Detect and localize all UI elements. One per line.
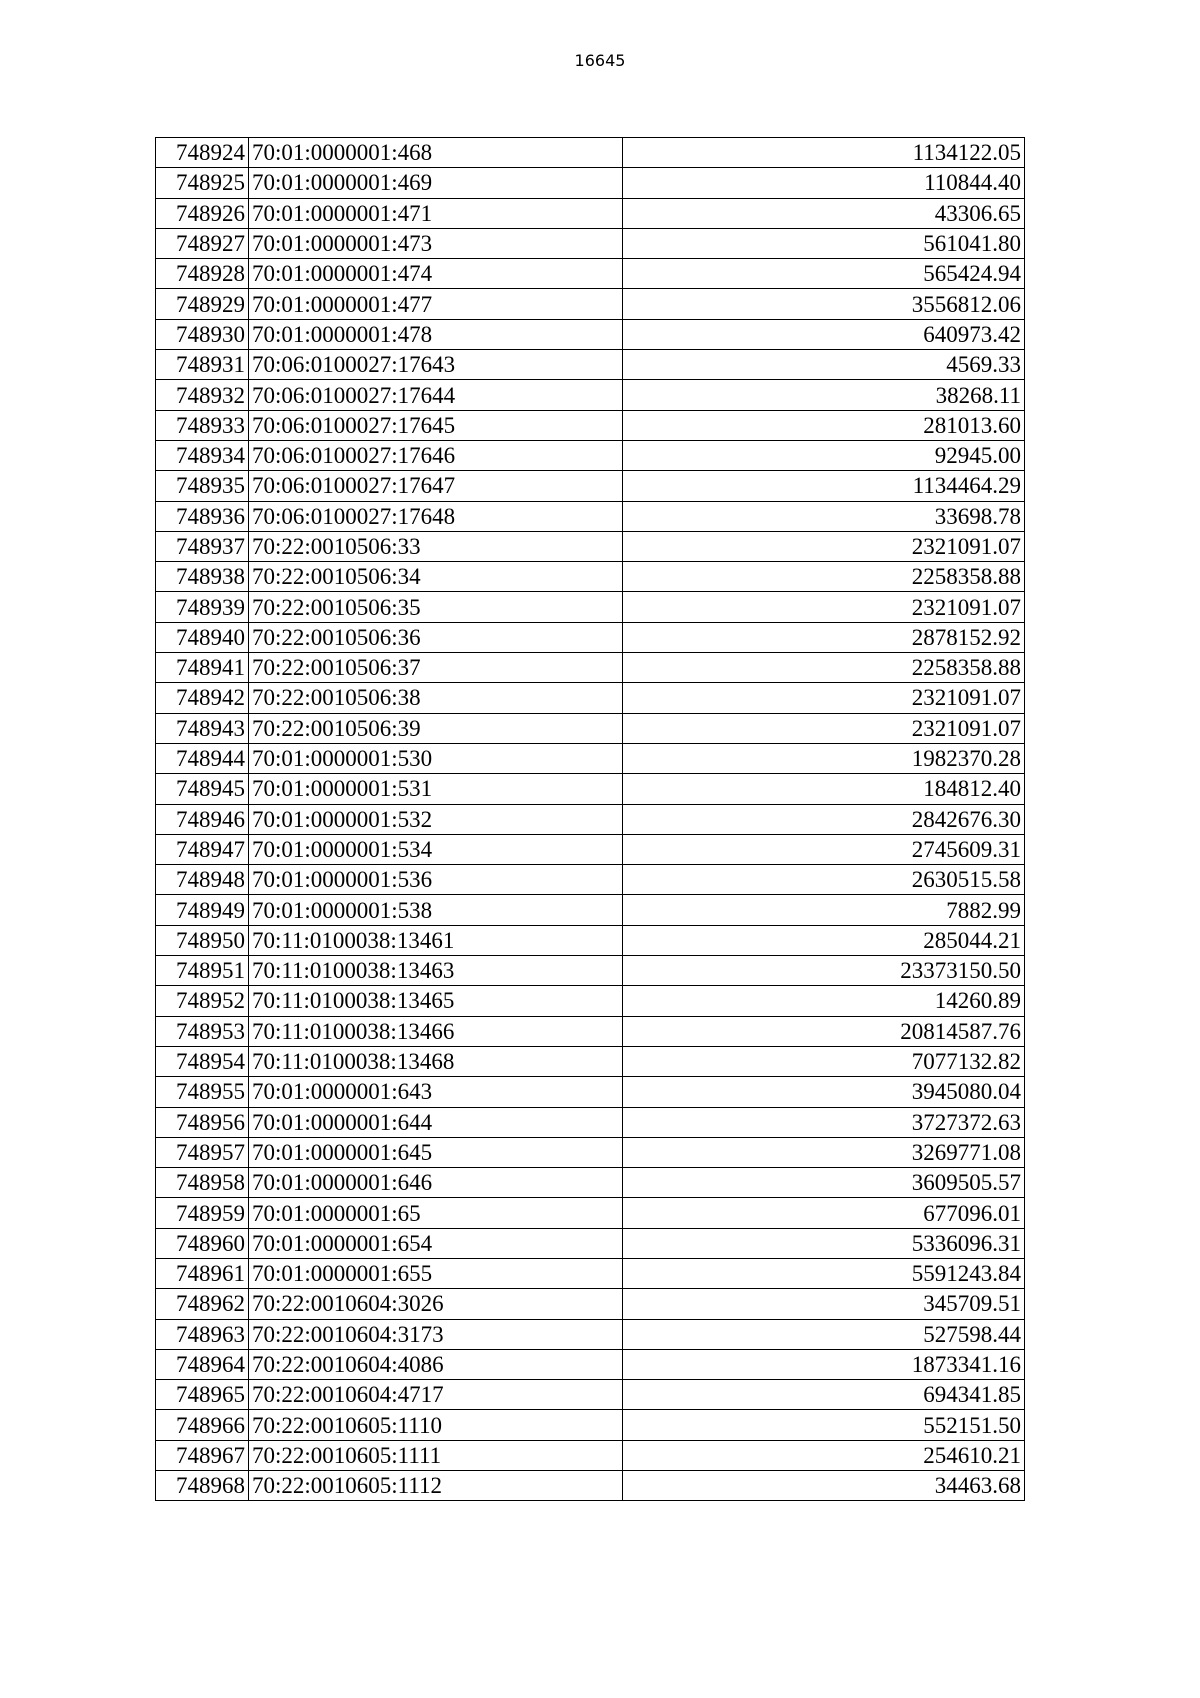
cadastral-number-cell: 70:22:0010506:35	[249, 592, 623, 622]
row-number-cell: 748959	[156, 1198, 249, 1228]
table-row	[156, 1440, 1025, 1470]
cadastral-number-cell: 70:22:0010605:1112	[249, 1471, 623, 1501]
cadastral-number-cell: 70:01:0000001:534	[249, 834, 623, 864]
cadastral-value-cell: 2745609.31	[623, 834, 1025, 864]
table-row	[156, 1410, 1025, 1440]
cadastral-number-cell: 70:22:0010605:1110	[249, 1410, 623, 1440]
row-number-cell: 748965	[156, 1380, 249, 1410]
cadastral-value-cell: 565424.94	[623, 259, 1025, 289]
cadastral-value-cell: 1873341.16	[623, 1349, 1025, 1379]
cadastral-number-cell: 70:01:0000001:536	[249, 865, 623, 895]
row-number-cell: 748936	[156, 501, 249, 531]
row-number-cell: 748937	[156, 531, 249, 561]
cadastral-number-cell: 70:01:0000001:469	[249, 168, 623, 198]
cadastral-value-cell: 2321091.07	[623, 683, 1025, 713]
row-number-cell: 748956	[156, 1107, 249, 1137]
cadastral-number-cell: 70:01:0000001:654	[249, 1228, 623, 1258]
row-number-cell: 748940	[156, 622, 249, 652]
row-number-cell: 748934	[156, 440, 249, 470]
row-number-cell: 748951	[156, 956, 249, 986]
table-row	[156, 804, 1025, 834]
cadastral-number-cell: 70:06:0100027:17646	[249, 440, 623, 470]
row-number-cell: 748939	[156, 592, 249, 622]
row-number-cell: 748949	[156, 895, 249, 925]
table-row	[156, 168, 1025, 198]
cadastral-number-cell: 70:22:0010506:36	[249, 622, 623, 652]
row-number-cell: 748966	[156, 1410, 249, 1440]
table-row	[156, 774, 1025, 804]
cadastral-number-cell: 70:22:0010605:1111	[249, 1440, 623, 1470]
cadastral-value-cell: 92945.00	[623, 440, 1025, 470]
cadastral-number-cell: 70:22:0010506:38	[249, 683, 623, 713]
row-number-cell: 748954	[156, 1046, 249, 1076]
row-number-cell: 748931	[156, 350, 249, 380]
cadastral-value-cell: 2258358.88	[623, 653, 1025, 683]
cadastral-value-cell: 254610.21	[623, 1440, 1025, 1470]
row-number-cell: 748930	[156, 319, 249, 349]
row-number-cell: 748944	[156, 743, 249, 773]
table-body	[156, 138, 1025, 1501]
cadastral-value-cell: 3727372.63	[623, 1107, 1025, 1137]
cadastral-value-cell: 38268.11	[623, 380, 1025, 410]
cadastral-value-cell: 33698.78	[623, 501, 1025, 531]
cadastral-value-cell: 3609505.57	[623, 1168, 1025, 1198]
table-row	[156, 622, 1025, 652]
row-number-cell: 748950	[156, 925, 249, 955]
table-row	[156, 1228, 1025, 1258]
row-number-cell: 748932	[156, 380, 249, 410]
table-row	[156, 380, 1025, 410]
page-number: 16645	[574, 51, 626, 70]
table-row	[156, 440, 1025, 470]
row-number-cell: 748924	[156, 138, 249, 168]
cadastral-number-cell: 70:11:0100038:13463	[249, 956, 623, 986]
row-number-cell: 748926	[156, 198, 249, 228]
cadastral-number-cell: 70:01:0000001:655	[249, 1258, 623, 1288]
row-number-cell: 748964	[156, 1349, 249, 1379]
cadastral-value-cell: 23373150.50	[623, 956, 1025, 986]
cadastral-value-cell: 3269771.08	[623, 1137, 1025, 1167]
table-row	[156, 562, 1025, 592]
row-number-cell: 748961	[156, 1258, 249, 1288]
row-number-cell: 748945	[156, 774, 249, 804]
table-row	[156, 410, 1025, 440]
row-number-cell: 748928	[156, 259, 249, 289]
cadastral-value-cell: 7077132.82	[623, 1046, 1025, 1076]
table-row	[156, 501, 1025, 531]
cadastral-number-cell: 70:01:0000001:532	[249, 804, 623, 834]
cadastral-value-cell: 2321091.07	[623, 592, 1025, 622]
cadastral-number-cell: 70:11:0100038:13466	[249, 1016, 623, 1046]
row-number-cell: 748942	[156, 683, 249, 713]
cadastral-number-cell: 70:22:0010604:3173	[249, 1319, 623, 1349]
row-number-cell: 748935	[156, 471, 249, 501]
table-row	[156, 471, 1025, 501]
row-number-cell: 748947	[156, 834, 249, 864]
cadastral-value-cell: 43306.65	[623, 198, 1025, 228]
cadastral-value-cell: 1982370.28	[623, 743, 1025, 773]
cadastral-value-cell: 3945080.04	[623, 1077, 1025, 1107]
table-row	[156, 228, 1025, 258]
cadastral-number-cell: 70:22:0010506:39	[249, 713, 623, 743]
cadastral-number-cell: 70:01:0000001:645	[249, 1137, 623, 1167]
cadastral-number-cell: 70:01:0000001:65	[249, 1198, 623, 1228]
row-number-cell: 748941	[156, 653, 249, 683]
cadastral-number-cell: 70:06:0100027:17645	[249, 410, 623, 440]
cadastral-number-cell: 70:01:0000001:474	[249, 259, 623, 289]
table-row	[156, 1198, 1025, 1228]
cadastral-value-cell: 20814587.76	[623, 1016, 1025, 1046]
cadastral-number-cell: 70:01:0000001:643	[249, 1077, 623, 1107]
cadastral-value-cell: 285044.21	[623, 925, 1025, 955]
cadastral-value-cell: 677096.01	[623, 1198, 1025, 1228]
cadastral-value-cell: 2878152.92	[623, 622, 1025, 652]
cadastral-value-cell: 2842676.30	[623, 804, 1025, 834]
table-row	[156, 653, 1025, 683]
cadastral-value-cell: 2630515.58	[623, 865, 1025, 895]
cadastral-number-cell: 70:01:0000001:531	[249, 774, 623, 804]
cadastral-value-cell: 1134122.05	[623, 138, 1025, 168]
cadastral-value-cell: 640973.42	[623, 319, 1025, 349]
row-number-cell: 748925	[156, 168, 249, 198]
cadastral-value-cell: 2321091.07	[623, 713, 1025, 743]
cadastral-number-cell: 70:11:0100038:13468	[249, 1046, 623, 1076]
cadastral-value-cell: 1134464.29	[623, 471, 1025, 501]
table-row	[156, 1258, 1025, 1288]
cadastral-value-cell: 5336096.31	[623, 1228, 1025, 1258]
table-row	[156, 350, 1025, 380]
cadastral-number-cell: 70:01:0000001:471	[249, 198, 623, 228]
row-number-cell: 748958	[156, 1168, 249, 1198]
table-row	[156, 683, 1025, 713]
row-number-cell: 748963	[156, 1319, 249, 1349]
table-row	[156, 1380, 1025, 1410]
row-number-cell: 748948	[156, 865, 249, 895]
table-row	[156, 259, 1025, 289]
cadastral-number-cell: 70:22:0010506:33	[249, 531, 623, 561]
cadastral-value-cell: 34463.68	[623, 1471, 1025, 1501]
cadastral-number-cell: 70:01:0000001:473	[249, 228, 623, 258]
row-number-cell: 748968	[156, 1471, 249, 1501]
table-row	[156, 865, 1025, 895]
cadastral-number-cell: 70:11:0100038:13465	[249, 986, 623, 1016]
table-row	[156, 1046, 1025, 1076]
row-number-cell: 748927	[156, 228, 249, 258]
cadastral-value-cell: 3556812.06	[623, 289, 1025, 319]
table-row	[156, 1319, 1025, 1349]
cadastral-number-cell: 70:01:0000001:644	[249, 1107, 623, 1137]
cadastral-value-cell: 110844.40	[623, 168, 1025, 198]
cadastral-value-cell: 4569.33	[623, 350, 1025, 380]
cadastral-number-cell: 70:06:0100027:17647	[249, 471, 623, 501]
table-row	[156, 1077, 1025, 1107]
table-row	[156, 925, 1025, 955]
table-row	[156, 834, 1025, 864]
table-row	[156, 1471, 1025, 1501]
cadastral-number-cell: 70:06:0100027:17643	[249, 350, 623, 380]
cadastral-value-cell: 281013.60	[623, 410, 1025, 440]
cadastral-value-cell: 14260.89	[623, 986, 1025, 1016]
table-row	[156, 1107, 1025, 1137]
table-row	[156, 895, 1025, 925]
cadastral-number-cell: 70:01:0000001:538	[249, 895, 623, 925]
cadastral-value-table	[155, 137, 1025, 1501]
table-row	[156, 956, 1025, 986]
cadastral-number-cell: 70:01:0000001:530	[249, 743, 623, 773]
cadastral-number-cell: 70:22:0010506:37	[249, 653, 623, 683]
row-number-cell: 748943	[156, 713, 249, 743]
row-number-cell: 748952	[156, 986, 249, 1016]
cadastral-number-cell: 70:06:0100027:17648	[249, 501, 623, 531]
row-number-cell: 748957	[156, 1137, 249, 1167]
cadastral-value-cell: 2321091.07	[623, 531, 1025, 561]
cadastral-value-cell: 5591243.84	[623, 1258, 1025, 1288]
row-number-cell: 748967	[156, 1440, 249, 1470]
row-number-cell: 748933	[156, 410, 249, 440]
cadastral-number-cell: 70:22:0010604:4086	[249, 1349, 623, 1379]
cadastral-number-cell: 70:06:0100027:17644	[249, 380, 623, 410]
cadastral-number-cell: 70:22:0010604:3026	[249, 1289, 623, 1319]
row-number-cell: 748953	[156, 1016, 249, 1046]
table-row	[156, 138, 1025, 168]
row-number-cell: 748929	[156, 289, 249, 319]
cadastral-value-cell: 561041.80	[623, 228, 1025, 258]
table-row	[156, 198, 1025, 228]
cadastral-value-cell: 184812.40	[623, 774, 1025, 804]
row-number-cell: 748946	[156, 804, 249, 834]
row-number-cell: 748938	[156, 562, 249, 592]
table-row	[156, 1137, 1025, 1167]
table-row	[156, 1289, 1025, 1319]
table-row	[156, 1349, 1025, 1379]
table-row	[156, 713, 1025, 743]
cadastral-value-cell: 552151.50	[623, 1410, 1025, 1440]
row-number-cell: 748960	[156, 1228, 249, 1258]
cadastral-number-cell: 70:01:0000001:477	[249, 289, 623, 319]
table-row	[156, 531, 1025, 561]
row-number-cell: 748962	[156, 1289, 249, 1319]
cadastral-value-cell: 694341.85	[623, 1380, 1025, 1410]
table-row	[156, 986, 1025, 1016]
row-number-cell: 748955	[156, 1077, 249, 1107]
cadastral-number-cell: 70:01:0000001:646	[249, 1168, 623, 1198]
cadastral-value-cell: 2258358.88	[623, 562, 1025, 592]
cadastral-number-cell: 70:01:0000001:468	[249, 138, 623, 168]
table-row	[156, 319, 1025, 349]
cadastral-number-cell: 70:01:0000001:478	[249, 319, 623, 349]
cadastral-value-cell: 7882.99	[623, 895, 1025, 925]
table-row	[156, 289, 1025, 319]
table-row	[156, 1168, 1025, 1198]
table-row	[156, 592, 1025, 622]
cadastral-value-cell: 345709.51	[623, 1289, 1025, 1319]
cadastral-number-cell: 70:22:0010506:34	[249, 562, 623, 592]
table-row	[156, 743, 1025, 773]
cadastral-number-cell: 70:11:0100038:13461	[249, 925, 623, 955]
cadastral-value-cell: 527598.44	[623, 1319, 1025, 1349]
cadastral-number-cell: 70:22:0010604:4717	[249, 1380, 623, 1410]
table-row	[156, 1016, 1025, 1046]
